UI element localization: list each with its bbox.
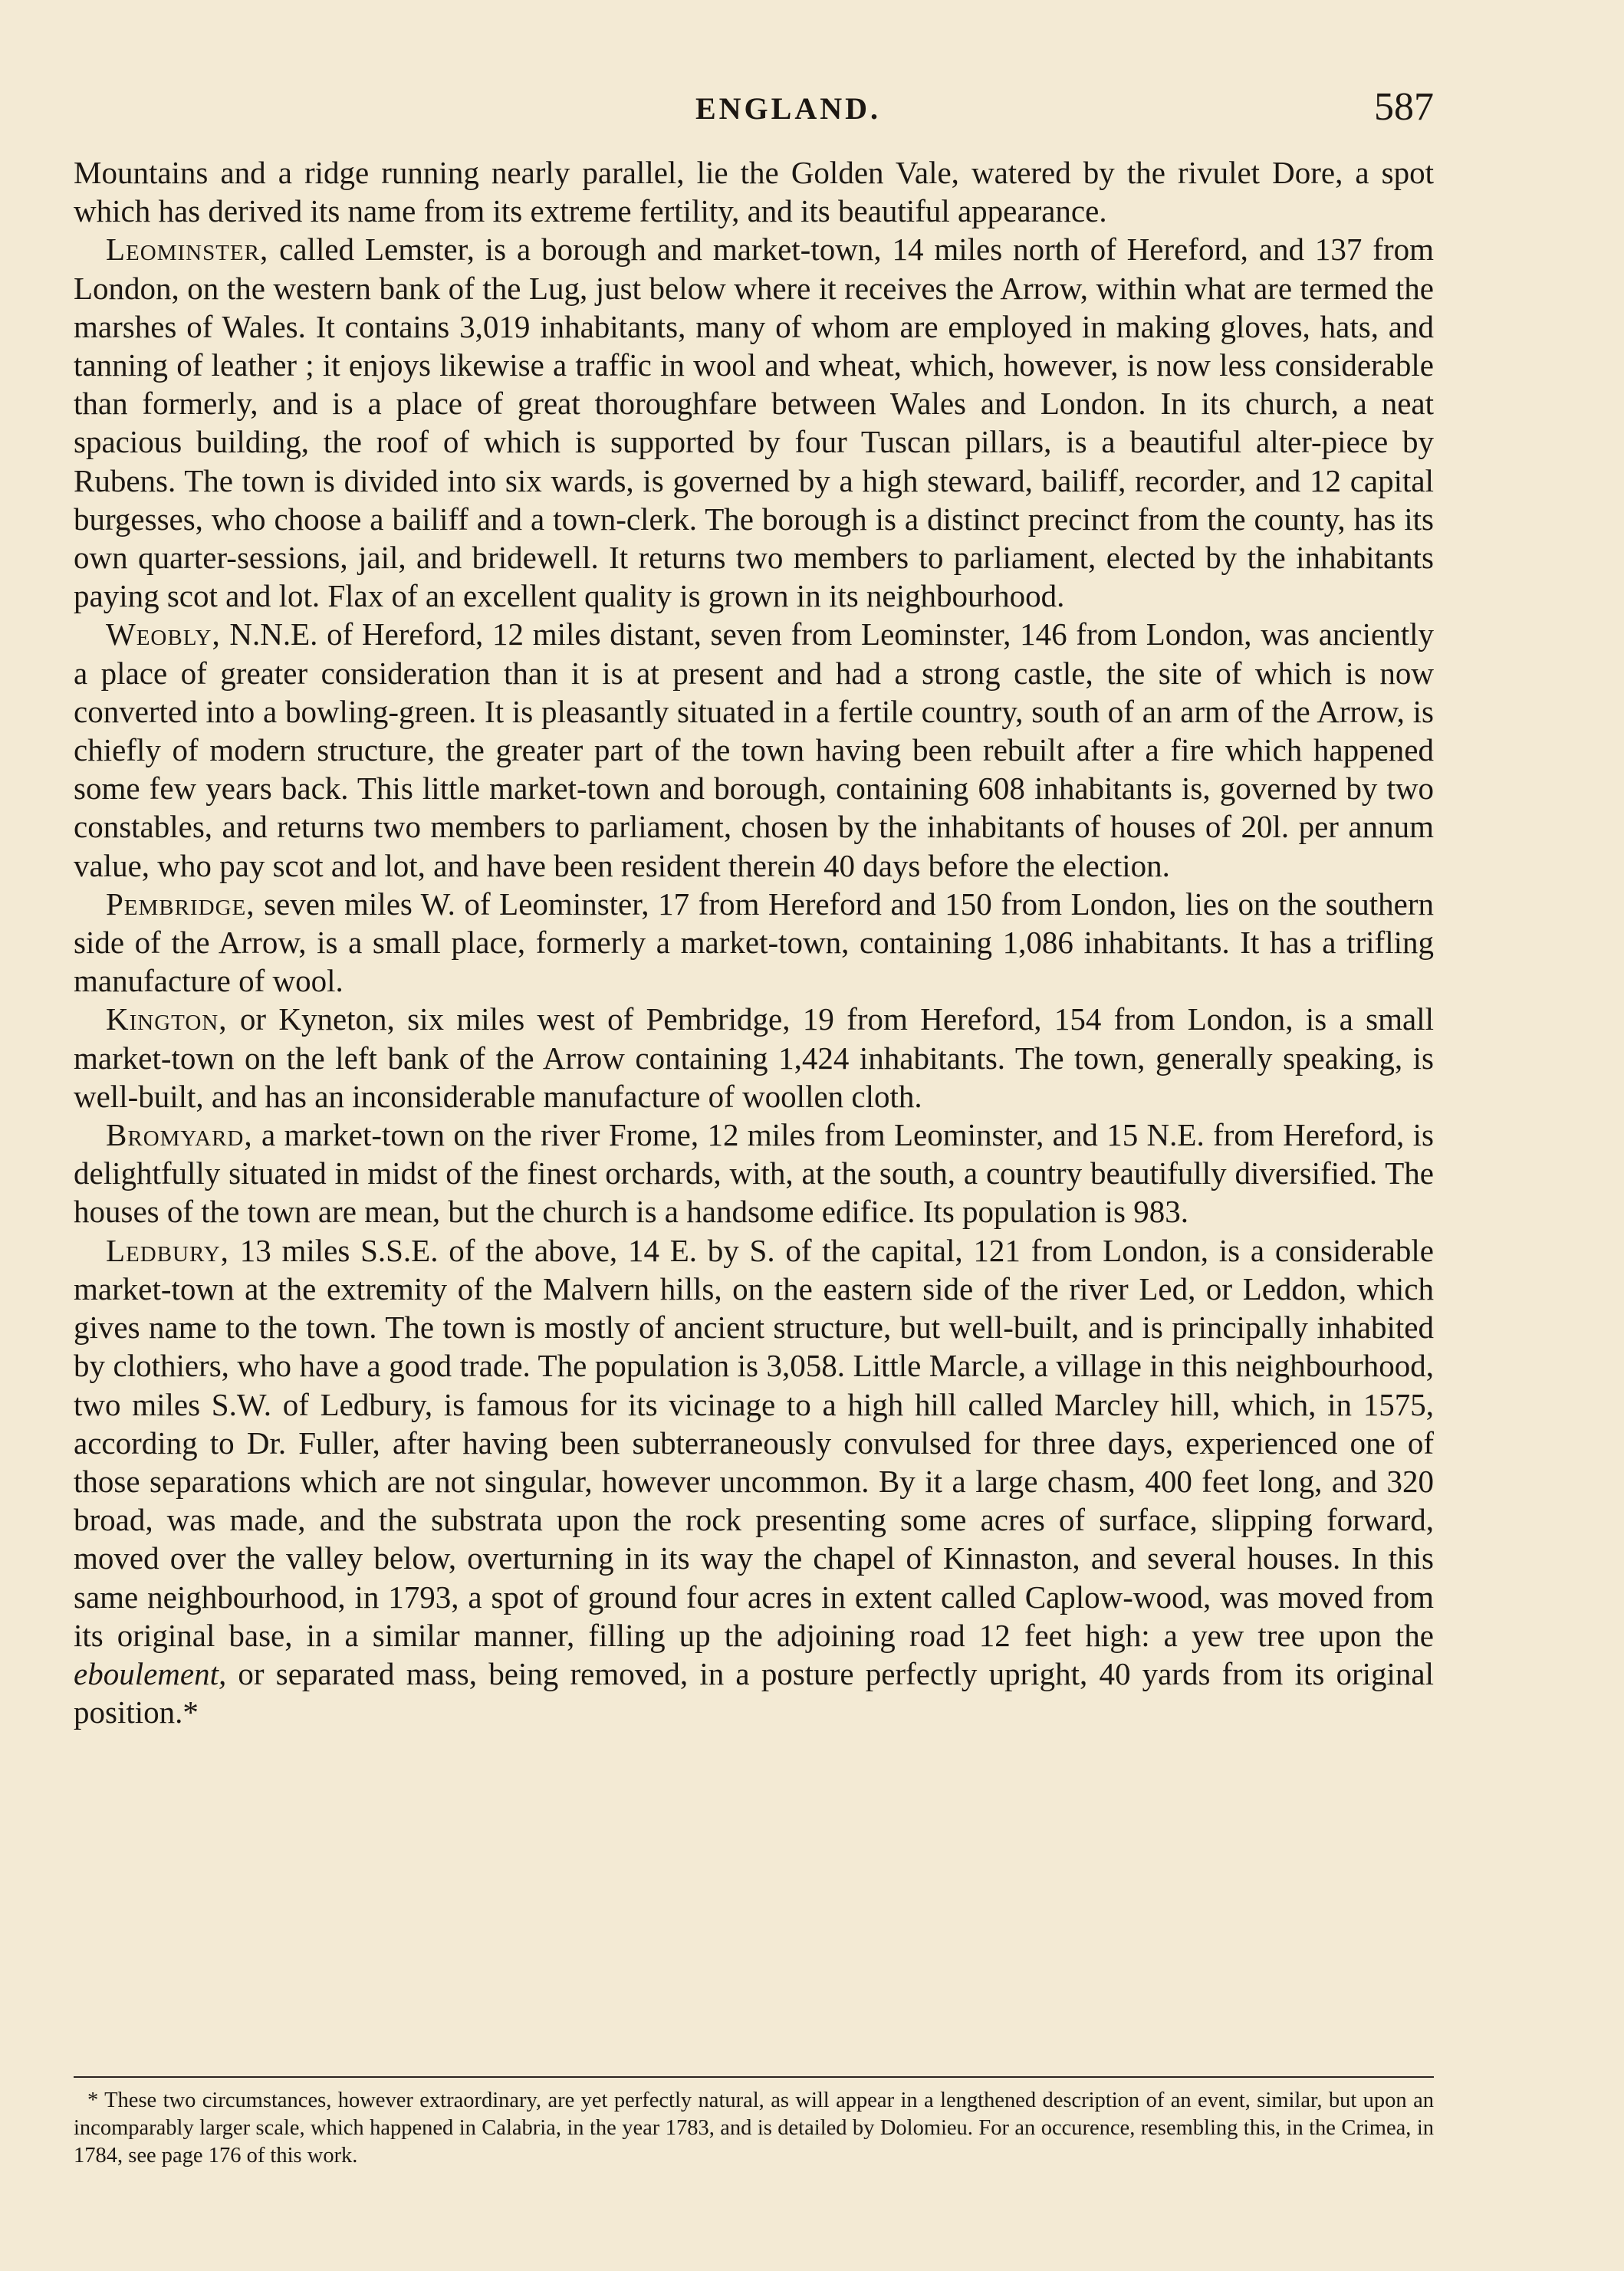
running-title: ENGLAND.	[695, 91, 882, 126]
footnote: * These two circumstances, however extraordinary, are yet perfectly natural, as will appear in a lengthened description of an event, similar, but upon an incomparably larger scale, which happened in Calabria, in the year 1783, and is detailed by Dolomieu. For an occurence, resembling this, in the Crimea, in 1784, see page 176 of this work.	[74, 2089, 1434, 2167]
place-name-ledbury: Ledbury,	[106, 1232, 229, 1268]
paragraph-text: N.N.E. of Hereford, 12 miles distant, seven from Leominster, 146 from London, was anciently a place of greater consideration than it is at present and had a strong castle, the site of which is now converted into a bowling-green. It is pleasantly situated in a fertile country, south of an arm of the Arrow, is chiefly of modern structure, the greater part of the town having been rebuilt after a fire which happened some few years back. This little market-town and borough, containing 608 inhabitants is, governed by two constables, and returns two members to parliament, chosen by the inhabitants of houses of 20l. per annum value, who pay scot and lot, and have been resident therein 40 days before the election.	[74, 616, 1434, 883]
footnote-rule	[74, 2076, 1434, 2078]
page-number: 587	[1374, 85, 1434, 129]
paragraph-kington	[74, 1000, 1434, 1116]
paragraph-golden-vale	[74, 153, 1434, 230]
running-head	[74, 85, 1434, 136]
paragraph-weobly	[74, 615, 1434, 884]
place-name-weobly: Weobly,	[106, 616, 221, 652]
paragraph-ledbury	[74, 1231, 1434, 1732]
place-name-leominster: Leominster,	[106, 232, 269, 268]
paragraph-text: or Kyneton, six miles west of Pembridge, 19 from Hereford, 154 from London, is a small market-town on the left bank of the Arrow containing 1,424 inhabitants. The town, generally speaking, is well-built, and has an inconsiderable manufacture of woollen cloth.	[74, 1001, 1434, 1114]
paragraph-text: a market-town on the river Frome, 12 miles from Leominster, and 15 N.E. from Hereford, is delightfully situated in midst of the finest orchards, with, at the south, a country beautifully diversified. The houses of the town are mean, but the church is a handsome edifice. Its population is 983.	[74, 1117, 1434, 1230]
place-name-bromyard: Bromyard,	[106, 1117, 253, 1153]
place-name-pembridge: Pembridge,	[106, 886, 255, 922]
paragraph-text: Mountains and a ridge running nearly parallel, lie the Golden Vale, watered by the rivulet Dore, a spot which has derived its name from its extreme fertility, and its beautiful appearance.	[74, 155, 1434, 229]
paragraph-leominster	[74, 230, 1434, 615]
paragraph-pembridge	[74, 885, 1434, 1001]
paragraph-text: 13 miles S.S.E. of the above, 14 E. by S. of the capital, 121 from London, is a considerable market-town at the extremity of the Malvern hills, on the eastern side of the river Led, or Leddon, which gives name to the town. The town is mostly of ancient structure, but well-built, and is principally inhabited by clothiers, who have a good trade. The population is 3,058. Little Marcle, a village in this neighbourhood, two miles S.W. of Ledbury, is famous for its vicinage to a high hill called Marcley hill, which, in 1575, according to Dr. Fuller, after having been subterraneously convulsed for three days, experienced one of those separations which are not singular, however uncommon. By it a large chasm, 400 feet long, and 320 broad, was made, and the substrata upon the rock presenting some acres of surface, slipping forward, moved over the valley below, overturning in its way the chapel of Kinnaston, and several houses. In this same neighbourhood, in 1793, a spot of ground four acres in extent called Caplow-wood, was moved from its original base, in a similar manner, filling up the adjoining road 12 feet high: a yew tree upon the	[74, 1232, 1434, 1653]
paragraph-text: seven miles W. of Leominster, 17 from Hereford and 150 from London, lies on the southern side of the Arrow, is a small place, formerly a market-town, containing 1,086 inhabitants. It has a trifling manufacture of wool.	[74, 886, 1434, 999]
paragraph-bromyard	[74, 1116, 1434, 1231]
paragraph-text-tail: or separated mass, being removed, in a posture perfectly upright, 40 yards from its original position.*	[74, 1655, 1434, 1730]
paragraph-text: called Lemster, is a borough and market-town, 14 miles north of Hereford, and 137 from London, on the western bank of the Lug, just below where it receives the Arrow, within what are termed the marshes of Wales. It contains 3,019 inhabitants, many of whom are employed in making gloves, hats, and tanning of leather ; it enjoys likewise a traffic in wool and wheat, which, however, is now less considerable than formerly, and is a place of great thoroughfare between Wales and London. In its church, a neat spacious building, the roof of which is supported by four Tuscan pillars, is a beautiful alter-piece by Rubens. The town is divided into six wards, is governed by a high steward, bailiff, recorder, and 12 capital burgesses, who choose a bailiff and a town-clerk. The borough is a distinct precinct from the county, has its own quarter-sessions, jail, and bridewell. It returns two members to parliament, elected by the inhabitants paying scot and lot. Flax of an excellent quality is grown in its neighbourhood.	[74, 232, 1434, 614]
body-text	[74, 153, 1434, 1731]
place-name-kington: Kington,	[106, 1001, 228, 1037]
italic-term: eboulement,	[74, 1655, 227, 1691]
